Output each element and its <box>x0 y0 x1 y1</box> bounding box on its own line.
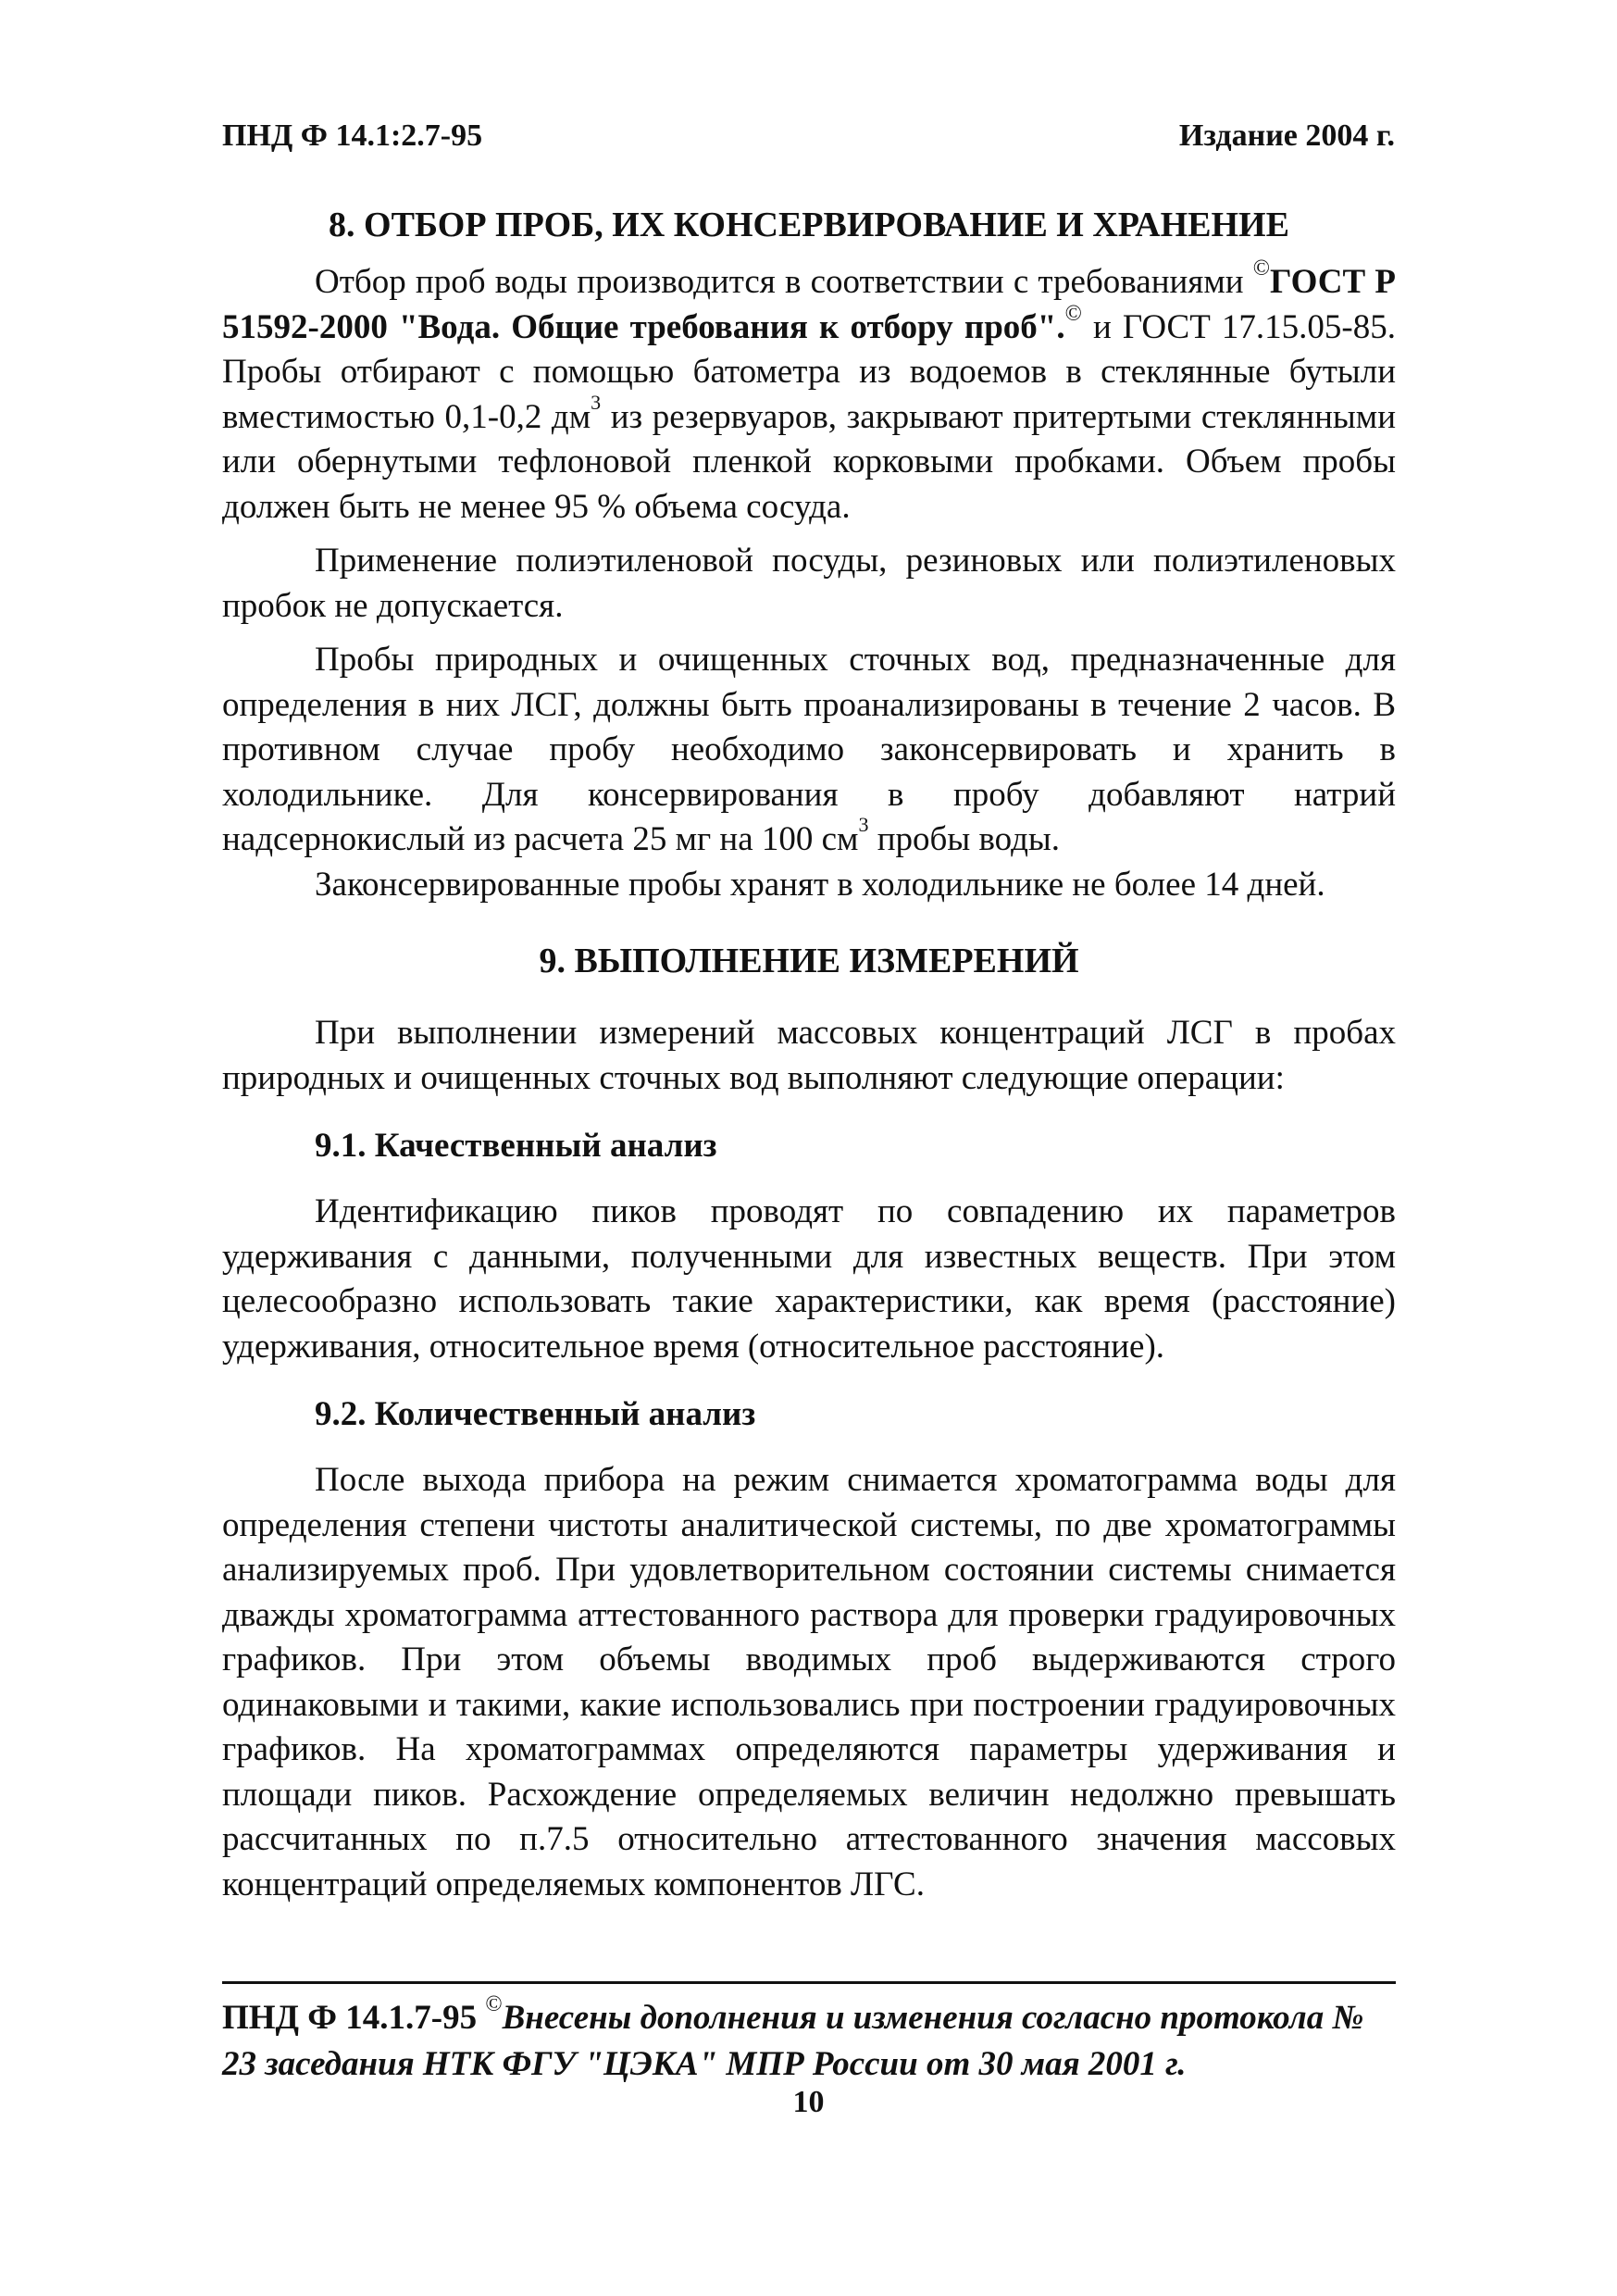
section-9-intro: При выполнении измерений массовых концентраций ЛСГ в пробах природных и очищенных сточных вод выполняют следующие операции: <box>222 1014 1396 1097</box>
section-9-title: 9. ВЫПОЛНЕНИЕ ИЗМЕРЕНИЙ <box>539 942 1079 980</box>
copyright-mark: © <box>1252 256 1270 281</box>
section-8-title: 8. ОТБОР ПРОБ, ИХ КОНСЕРВИРОВАНИЕ И ХРАНЕНИЕ <box>329 206 1289 244</box>
document-code: ПНД Ф 14.1:2.7-95 <box>222 119 483 153</box>
superscript: 3 <box>858 813 869 837</box>
footnote-text: Внесены дополнения и изменения согласно протокола № 23 заседания НТК ФГУ "ЦЭКА" МПР России от 30 мая 2001 г. <box>222 1999 1364 2083</box>
subsection-9-2-title: 9.2. Количественный анализ <box>315 1395 756 1433</box>
section-8-paragraph-1: Отбор проб воды производится в соответствии с требованиями ©ГОСТ Р 51592-2000 "Вода. Общие требования к отбору проб".© и ГОСТ 17.15.05-85. Пробы отбирают с помощью батометра из водоемов в стеклянные бутыли вместимостью 0,1-0,2 $дм^3$ из резервуаров, закрывают притертыми стеклянными или обернутыми тефлоновой пленкой корковыми пробками. Объем пробы должен быть не менее 95 % объема сосуда. <box>222 256 1396 526</box>
standard-reference: ГОСТ Р 51592-2000 "Вода. Общие требования к отбору проб". <box>222 263 1396 346</box>
subsection-9-1-text: Идентификацию пиков проводят по совпадению их параметров удерживания с данными, полученными для известных веществ. При этом целесообразно использовать такие характеристики, как время (расстояние) удерживания, относительное время (относительное расстояние). <box>222 1192 1396 1366</box>
footnote <box>222 1981 1396 2088</box>
footnote-doc-code: ПНД Ф 14.1.7-95 <box>222 1999 486 2037</box>
section-8-paragraph-3: Пробы природных и очищенных сточных вод, предназначенные для определения в них ЛСГ, должны быть проанализированы в течение 2 часов. В противном случае пробу необходимо законсервировать и хранить в холодильнике. Для консервирования в пробу добавляют натрий надсернокислый из расчета 25 мг на 100 $см^3$ пробы воды. <box>222 641 1396 858</box>
page-number: 10 <box>792 2085 825 2119</box>
subsection-9-1-title: 9.1. Качественный анализ <box>315 1127 717 1165</box>
copyright-mark: © <box>485 1991 503 2016</box>
section-8-paragraph-2: Применение полиэтиленовой посуды, резиновых или полиэтиленовых пробок не допускается. <box>222 542 1396 625</box>
superscript: 3 <box>591 390 602 414</box>
copyright-mark: © <box>1064 301 1082 326</box>
running-header <box>222 119 1395 154</box>
main-content <box>222 199 1396 1907</box>
subsection-9-2-text: После выхода прибора на режим снимается хроматограмма воды для определения степени чистоты аналитической системы, по две хроматограммы анализируемых проб. При удовлетворительном состоянии системы снимается дважды хроматограмма аттестованного раствора для проверки градуировочных графиков. При этом объемы вводимых проб выдерживаются строго одинаковыми и такими, какие использовались при построении градуировочных графиков. На хроматограммах определяются параметры удерживания и площади пиков. Расхождение определяемых величин недолжно превышать рассчитанных по п.7.5 относительно аттестованного значения массовых концентраций определяемых компонентов ЛГС. <box>222 1461 1396 1903</box>
edition-label: Издание 2004 г. <box>1178 119 1395 153</box>
section-8-paragraph-4: Законсервированные пробы хранят в холодильнике не более 14 дней. <box>315 865 1325 904</box>
